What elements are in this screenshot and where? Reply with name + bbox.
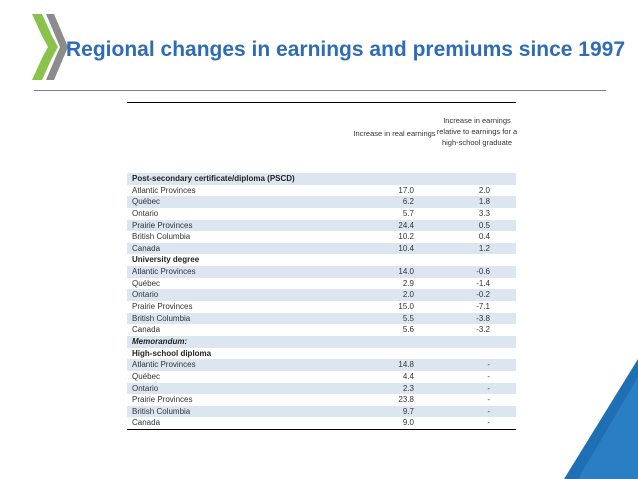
real-earnings-value: 9.7 (402, 406, 414, 416)
corner-triangle-decoration (564, 359, 638, 479)
real-earnings-value: 5.6 (402, 325, 414, 335)
real-earnings-value: 6.2 (402, 197, 414, 207)
table-row (127, 243, 516, 255)
relative-earnings-value: - (487, 395, 490, 405)
col-header-relative-earnings: Increase in earnings relative to earnings for a high-school graduate (436, 116, 518, 147)
table-row (127, 324, 516, 336)
relative-earnings-value: -3.2 (476, 325, 490, 335)
row-label: Ontario (132, 290, 159, 300)
real-earnings-value: 9.0 (402, 418, 414, 428)
row-label: Canada (132, 325, 161, 335)
relative-earnings-value: - (487, 383, 490, 393)
col-header-real-earnings: Increase in real earnings (353, 129, 436, 138)
relative-earnings-value: 3.3 (478, 208, 490, 218)
table-row (127, 289, 516, 301)
relative-earnings-value: 1.8 (478, 197, 490, 207)
earnings-table (127, 102, 516, 430)
table-section-row (127, 348, 516, 360)
real-earnings-value: 2.9 (402, 278, 414, 288)
table-row (127, 406, 516, 418)
table-row (127, 185, 516, 197)
table-section-row (127, 254, 516, 266)
table-row (127, 313, 516, 325)
real-earnings-value: 10.4 (398, 243, 414, 253)
relative-earnings-value: - (487, 371, 490, 381)
table-header (127, 103, 516, 173)
real-earnings-value: 14.0 (398, 267, 414, 277)
table-row (127, 208, 516, 220)
relative-earnings-value: 0.5 (478, 220, 490, 230)
table-row (127, 301, 516, 313)
real-earnings-value: 15.0 (398, 302, 414, 312)
real-earnings-value: 10.2 (398, 232, 414, 242)
table-row (127, 394, 516, 406)
table-row (127, 278, 516, 290)
real-earnings-value: 17.0 (398, 185, 414, 195)
table-section-row (127, 173, 516, 185)
row-label: University degree (132, 255, 200, 265)
relative-earnings-value: - (487, 418, 490, 428)
relative-earnings-value: -7.1 (476, 302, 490, 312)
table-section-row (127, 336, 516, 348)
real-earnings-value: 14.8 (398, 360, 414, 370)
relative-earnings-value: -0.6 (476, 267, 490, 277)
row-label: Ontario (132, 383, 159, 393)
table-row (127, 359, 516, 371)
table-row (127, 383, 516, 395)
table-row (127, 220, 516, 232)
real-earnings-value: 5.5 (402, 313, 414, 323)
row-label: Atlantic Provinces (132, 267, 196, 277)
table-row (127, 371, 516, 383)
row-label: Québec (132, 371, 161, 381)
row-label: Atlantic Provinces (132, 360, 196, 370)
slide-title: Regional changes in earnings and premiums since 1997 (66, 38, 626, 61)
relative-earnings-value: 0.4 (478, 232, 490, 242)
relative-earnings-value: 2.0 (478, 185, 490, 195)
row-label: British Columbia (132, 232, 191, 242)
oecd-chevron-logo-icon (30, 14, 70, 80)
relative-earnings-value: -1.4 (476, 278, 490, 288)
real-earnings-value: 24.4 (398, 220, 414, 230)
real-earnings-value: 23.8 (398, 395, 414, 405)
table-bottom-rule (127, 429, 516, 430)
row-label: Canada (132, 418, 161, 428)
table-row (127, 417, 516, 429)
table-body (127, 173, 516, 429)
title-divider (34, 90, 606, 91)
table-row (127, 196, 516, 208)
row-label: Post-secondary certificate/diploma (PSCD) (132, 174, 295, 183)
row-label: Canada (132, 243, 161, 253)
row-label: Memorandum: (132, 336, 188, 346)
real-earnings-value: 2.3 (402, 383, 414, 393)
row-label: Ontario (132, 208, 159, 218)
row-label: British Columbia (132, 406, 191, 416)
real-earnings-value: 5.7 (402, 208, 414, 218)
row-label: High-school diploma (132, 348, 212, 358)
table-row (127, 231, 516, 243)
real-earnings-value: 2.0 (402, 290, 414, 300)
row-label: Prairie Provinces (132, 302, 193, 312)
row-label: Prairie Provinces (132, 395, 193, 405)
real-earnings-value: 4.4 (402, 371, 414, 381)
table-row (127, 266, 516, 278)
relative-earnings-value: 1.2 (478, 243, 490, 253)
row-label: Atlantic Provinces (132, 185, 196, 195)
row-label: Prairie Provinces (132, 220, 193, 230)
relative-earnings-value: - (487, 406, 490, 416)
row-label: Québec (132, 197, 161, 207)
relative-earnings-value: -0.2 (476, 290, 490, 300)
relative-earnings-value: -3.8 (476, 313, 490, 323)
row-label: Québec (132, 278, 161, 288)
row-label: British Columbia (132, 313, 191, 323)
relative-earnings-value: - (487, 360, 490, 370)
